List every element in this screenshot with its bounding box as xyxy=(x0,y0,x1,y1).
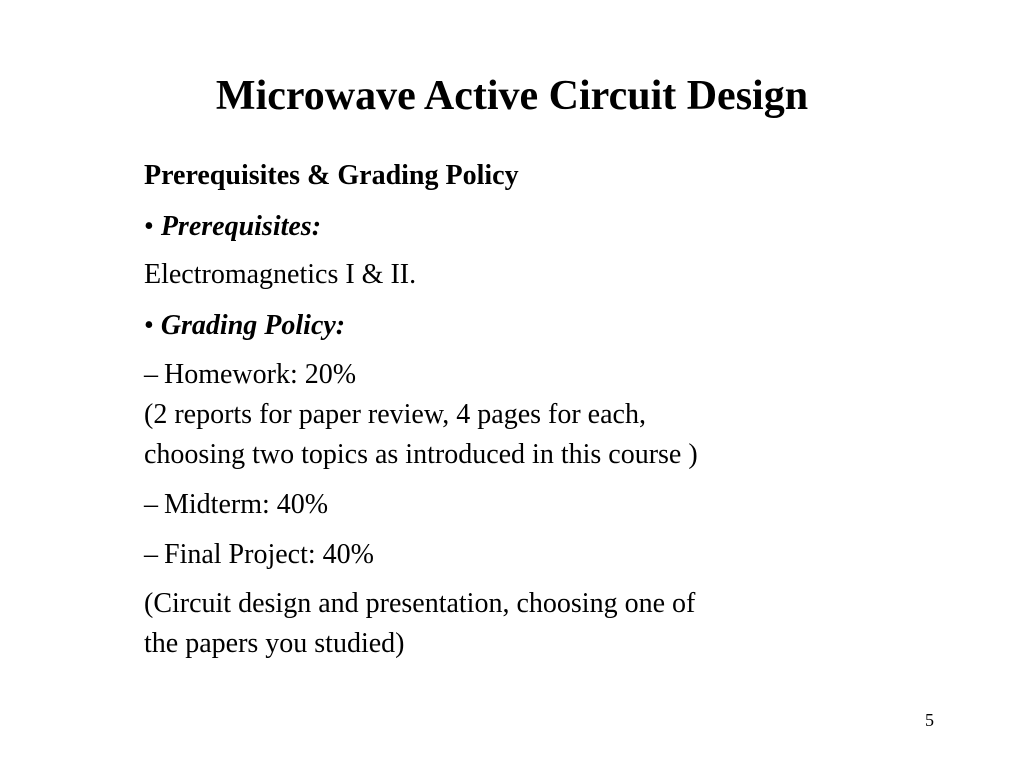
prerequisites-heading: Prerequisites: xyxy=(160,211,322,242)
section-heading: Prerequisites & Grading Policy xyxy=(144,160,519,191)
final-note-line-2: the papers you studied) xyxy=(144,628,405,659)
grading-heading: Grading Policy: xyxy=(160,310,346,341)
homework-label: Homework: 20% xyxy=(164,359,357,390)
slide-title: Microwave Active Circuit Design xyxy=(215,73,809,119)
bullet-icon: • xyxy=(144,310,154,341)
dash-icon: – xyxy=(144,489,158,520)
final-project-label: Final Project: 40% xyxy=(164,539,374,570)
homework-item xyxy=(144,357,356,393)
final-project-item xyxy=(144,537,374,573)
dash-icon: – xyxy=(144,539,158,570)
midterm-item xyxy=(144,487,328,523)
grading-bullet-item xyxy=(144,308,345,344)
dash-icon: – xyxy=(144,359,158,390)
midterm-label: Midterm: 40% xyxy=(164,489,329,520)
page-number: 5 xyxy=(925,710,934,730)
bullet-icon: • xyxy=(144,211,154,242)
homework-note-line-1: (2 reports for paper review, 4 pages for each, xyxy=(144,399,646,430)
prerequisites-bullet-item xyxy=(144,209,321,245)
final-note-line-1: (Circuit design and presentation, choosing one of xyxy=(144,588,696,619)
homework-note-line-2: choosing two topics as introduced in this course ) xyxy=(144,439,698,470)
prerequisites-text: Electromagnetics I & II. xyxy=(144,259,417,290)
